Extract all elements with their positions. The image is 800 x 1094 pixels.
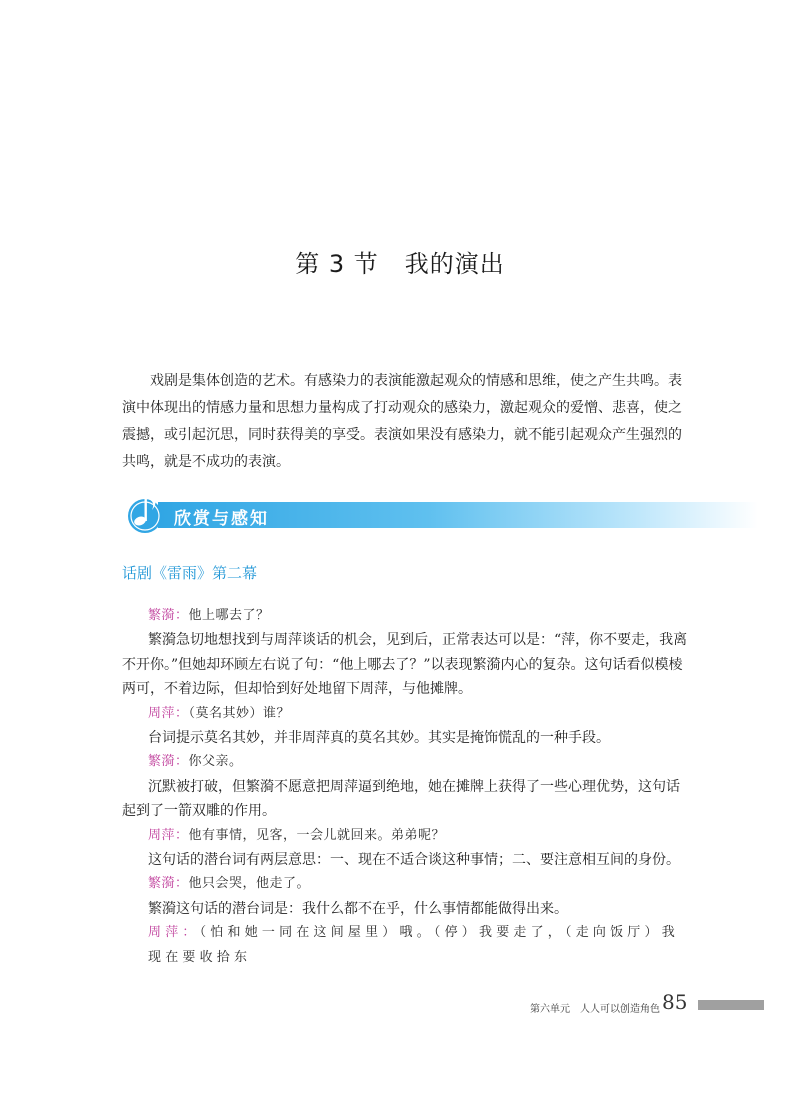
analysis-paragraph: 沉默被打破，但繁漪不愿意把周萍逼到绝地，她在摊牌上获得了一些心理优势，这句话起到了一箭双雕的作用。 (122, 778, 680, 820)
dialogue-line (122, 750, 690, 774)
speaker-name: 繁漪： (148, 754, 189, 770)
speaker-name: 周萍： (148, 827, 189, 843)
dialogue-line (122, 921, 690, 970)
banner-label: 欣赏与感知 (174, 509, 269, 529)
dialogue-line (122, 702, 690, 726)
page-title (0, 244, 800, 279)
dialogue-text: （怕和她一同在这间屋里）哦。（停）我要走了，（走向饭厅）我现在要收拾东 (148, 925, 679, 965)
analysis-paragraph: 这句话的潜台词有两层意思：一、现在不适合谈这种事情；二、要注意相互间的身份。 (148, 852, 680, 869)
analysis-paragraph: 繁漪这句话的潜台词是：我什么都不在乎，什么事情都能做得出来。 (148, 900, 568, 917)
dialogue-line (122, 604, 690, 628)
speaker-name: 繁漪： (148, 608, 189, 623)
intro-paragraph: 戏剧是集体创造的艺术。有感染力的表演能激起观众的情感和思维，使之产生共鸣。表演中体现出的情感力量和思想力量构成了打动观众的感染力，激起观众的爱憎、悲喜，使之震撼，或引起沉思，同时获得美的享受。表演如果没有感染力，就不能引起观众产生强烈的共鸣，就是不成功的表演。 (122, 373, 682, 470)
music-note-icon (118, 484, 178, 534)
speaker-name: 周萍： (148, 705, 189, 721)
analysis-paragraph: 繁漪急切地想找到与周萍谈话的机会，见到后，正常表达可以是：“萍，你不要走，我离不开你。”但她却环顾左右说了句：“他上哪去了？”以表现繁漪内心的复杂。这句话看似模棱两可，不着边际，但却恰到好处地留下周萍，与他摊牌。 (122, 632, 688, 698)
section-number: 第 3 节 (295, 250, 379, 279)
footer-bar (698, 1000, 764, 1010)
page-number: 85 (662, 990, 688, 1014)
play-subheading: 话剧《雷雨》第二幕 (122, 564, 258, 582)
analysis-paragraph: 台词提示莫名其妙，并非周萍真的莫名其妙。其实是掩饰慌乱的一种手段。 (148, 730, 610, 747)
dialogue-text: 他有事情，见客，一会儿就回来。弟弟呢？ (188, 827, 446, 843)
speaker-name: 繁漪： (148, 876, 189, 892)
dialogue-list (122, 604, 690, 970)
dialogue-text: 他只会哭，他走了。 (188, 876, 311, 892)
footer-unit: 第六单元 人人可以创造角色 (530, 1004, 660, 1015)
speaker-name: 周萍： (148, 925, 200, 941)
dialogue-text: （莫名其妙）谁？ (188, 705, 291, 721)
dialogue-line (122, 824, 690, 848)
dialogue-text: 你父亲。 (188, 754, 243, 770)
section-banner (118, 484, 758, 534)
dialogue-text: 他上哪去了？ (188, 608, 270, 623)
section-name: 我的演出 (404, 250, 505, 279)
dialogue-line (122, 872, 690, 896)
